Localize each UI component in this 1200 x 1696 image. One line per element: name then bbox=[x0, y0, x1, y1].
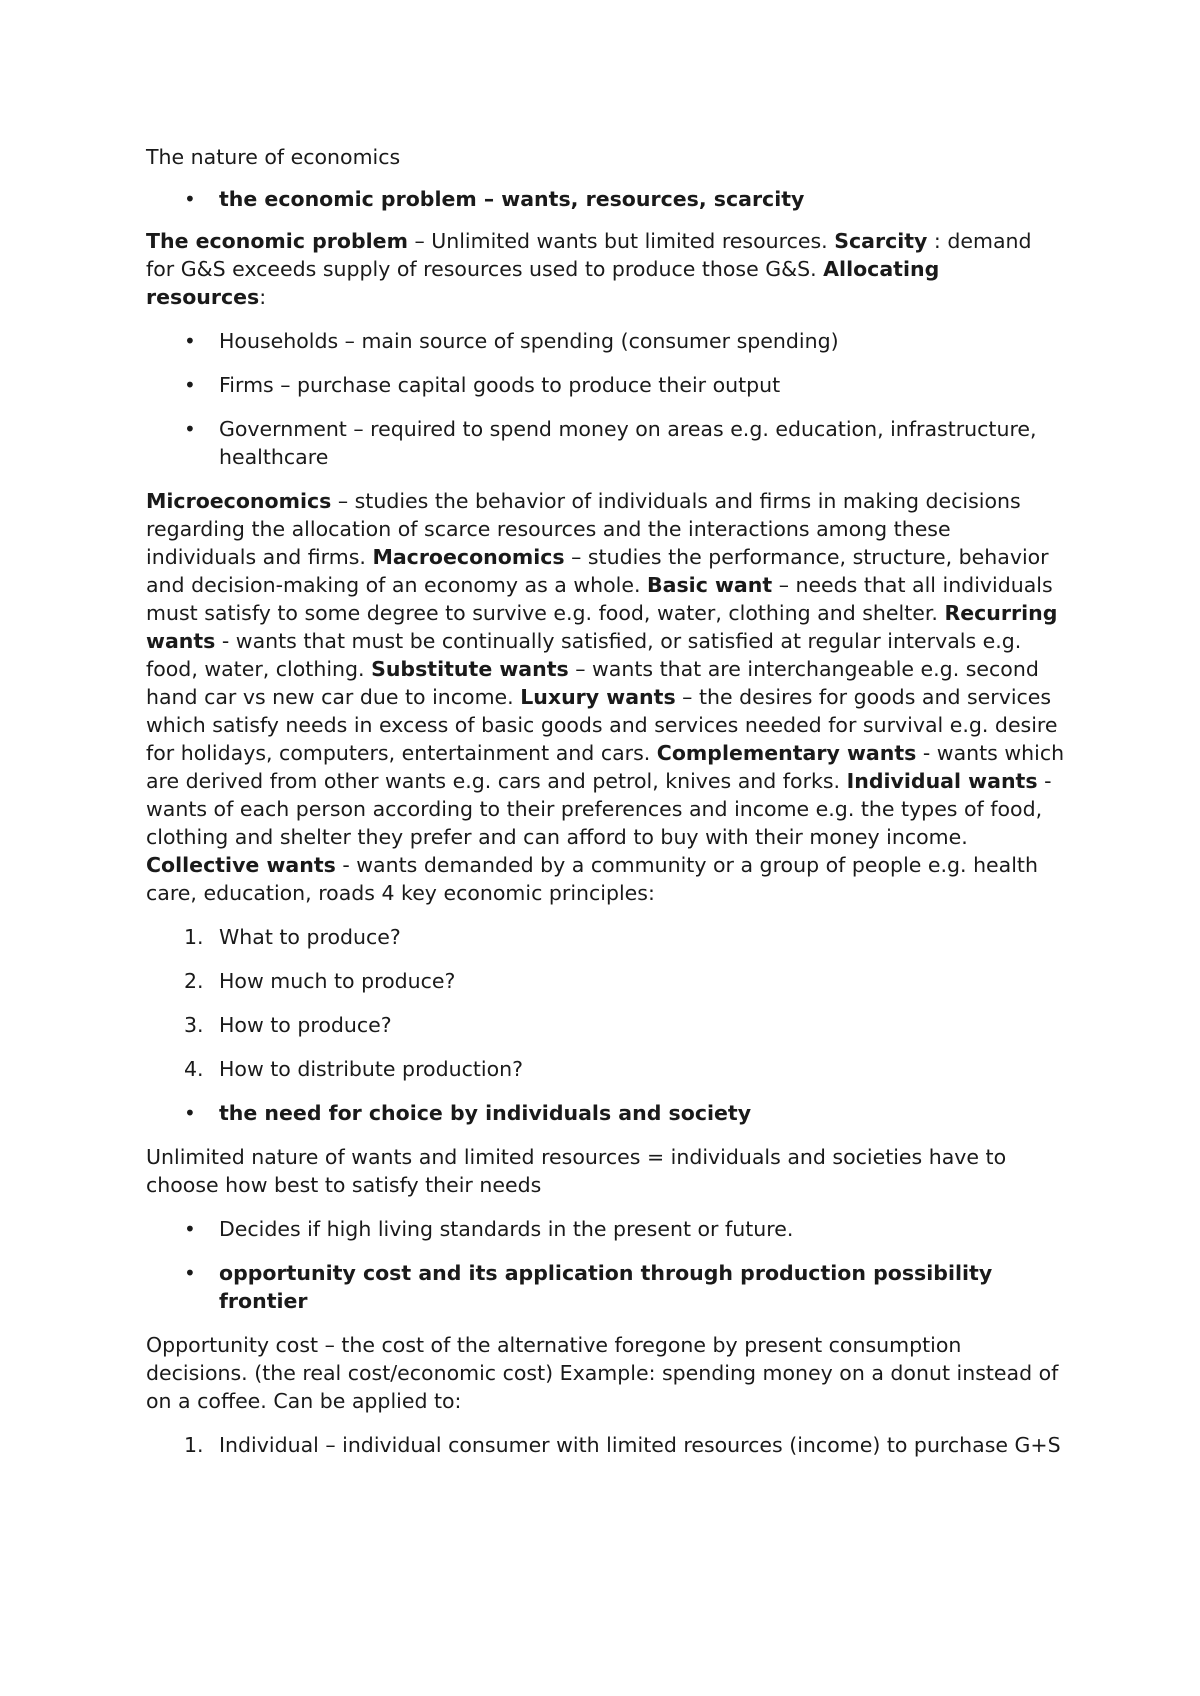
topic-heading bbox=[146, 1099, 1066, 1127]
term: The economic problem bbox=[146, 229, 408, 253]
list-number: 1. bbox=[184, 1433, 204, 1457]
document-title: The nature of economics bbox=[146, 145, 401, 169]
term: Microeconomics bbox=[146, 489, 332, 513]
list-text: How to produce? bbox=[219, 1013, 392, 1037]
topic-heading bbox=[146, 1259, 1066, 1315]
list-text: What to produce? bbox=[219, 925, 401, 949]
definition: - wants demanded by a community or a group of people e.g. health care, education, roads 4 key economic principles: bbox=[146, 853, 1038, 905]
term: Scarcity bbox=[834, 229, 928, 253]
term: Luxury wants bbox=[520, 685, 676, 709]
choice-list bbox=[146, 1215, 1066, 1315]
document-page bbox=[146, 143, 1066, 1475]
list-item bbox=[146, 923, 1066, 951]
list-text: Individual – individual consumer with limited resources (income) to purchase G+S bbox=[219, 1433, 1061, 1457]
term: Macroeconomics bbox=[372, 545, 565, 569]
topic-list-2 bbox=[146, 1099, 1066, 1127]
term: Basic want bbox=[647, 573, 773, 597]
term: Allocating resources bbox=[146, 257, 940, 309]
definition: - wants of each person according to their preferences and income e.g. the types of food, clothing and shelter they prefer and can afford to buy with their money income. bbox=[146, 769, 1052, 849]
topic-heading bbox=[146, 185, 1066, 213]
list-item bbox=[146, 1055, 1066, 1083]
list-item bbox=[146, 1431, 1066, 1459]
topic-text: the economic problem – wants, resources, scarcity bbox=[219, 187, 805, 211]
principles-list bbox=[146, 923, 1066, 1083]
definition: – the desires for goods and services which satisfy needs in excess of basic goods and services needed for survival e.g. desire for holidays, computers, entertainment and cars. bbox=[146, 685, 1058, 765]
list-item: • Government – required to spend money on areas e.g. education, infrastructure, healthcare bbox=[146, 415, 1066, 471]
opportunity-cost-paragraph: Opportunity cost – the cost of the alternative foregone by present consumption decisions. (the real cost/economic cost) Example: spending money on a donut instead of on a coffee. Can be applied to: bbox=[146, 1333, 1059, 1413]
list-text: How to distribute production? bbox=[219, 1057, 524, 1081]
term: Individual wants bbox=[846, 769, 1038, 793]
topic-list-1 bbox=[146, 185, 1066, 213]
economic-problem-paragraph bbox=[146, 227, 1066, 311]
definition: – Unlimited wants but limited resources. bbox=[407, 229, 835, 253]
list-number: 2. bbox=[184, 969, 204, 993]
definition: – studies the performance, structure, behavior and decision-making of an economy as a whole. bbox=[146, 545, 1049, 597]
term: Substitute wants bbox=[371, 657, 569, 681]
list-item: • Decides if high living standards in the present or future. bbox=[146, 1215, 1066, 1243]
list-number: 4. bbox=[184, 1057, 204, 1081]
list-item bbox=[146, 967, 1066, 995]
definition: : bbox=[259, 285, 267, 309]
definition: – needs that all individuals must satisfy to some degree to survive e.g. food, water, clothing and shelter. bbox=[146, 573, 1053, 625]
list-item: • Households – main source of spending (consumer spending) bbox=[146, 327, 1066, 355]
list-item: • Firms – purchase capital goods to produce their output bbox=[146, 371, 1066, 399]
term: Complementary wants bbox=[656, 741, 917, 765]
definition: – wants that are interchangeable e.g. second hand car vs new car due to income. bbox=[146, 657, 1039, 709]
topic-text: the need for choice by individuals and society bbox=[219, 1101, 752, 1125]
list-item bbox=[146, 1011, 1066, 1039]
definition: - wants that must be continually satisfied, or satisfied at regular intervals e.g. food, water, clothing. bbox=[146, 629, 1022, 681]
term: Collective wants bbox=[146, 853, 336, 877]
topic-text: opportunity cost and its application through production possibility frontier bbox=[219, 1261, 993, 1313]
applications-list bbox=[146, 1431, 1066, 1459]
sector-list bbox=[146, 327, 1066, 471]
list-text: How much to produce? bbox=[219, 969, 456, 993]
definitions-paragraph bbox=[146, 487, 1066, 907]
choice-paragraph: Unlimited nature of wants and limited resources = individuals and societies have to choose how best to satisfy their needs bbox=[146, 1145, 1007, 1197]
list-number: 3. bbox=[184, 1013, 204, 1037]
definition: : demand for G&S exceeds supply of resources used to produce those G&S. bbox=[146, 229, 1032, 281]
list-number: 1. bbox=[184, 925, 204, 949]
definition: - wants which are derived from other wants e.g. cars and petrol, knives and forks. bbox=[146, 741, 1065, 793]
definition: – studies the behavior of individuals and firms in making decisions regarding the allocation of scarce resources and the interactions among these individuals and firms. bbox=[146, 489, 1021, 569]
term: Recurring wants bbox=[146, 601, 1058, 653]
